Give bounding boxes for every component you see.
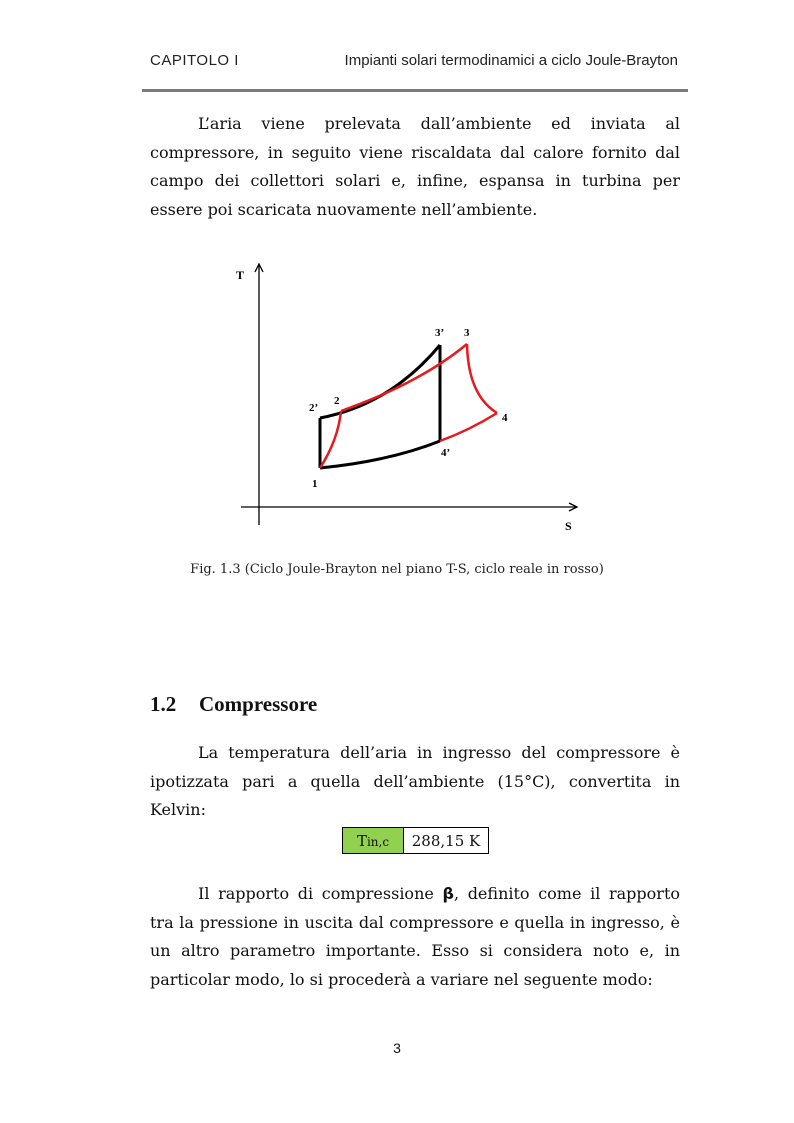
page-number: 3 [393,1040,401,1056]
point-label-2: 2 [334,395,340,407]
inlet-temperature-table [342,827,489,854]
section-title: Compressore [199,692,318,716]
ts-diagram [220,255,600,540]
real-compression [320,411,341,468]
chapter-label: CAPITOLO I [150,52,239,69]
y-axis-label: T [236,268,245,282]
figure-caption: Fig. 1.3 (Ciclo Joule-Brayton nel piano T-S, ciclo reale in rosso) [190,562,604,577]
header-divider [142,89,688,92]
x-axis-label: S [565,519,572,533]
real-cycle [320,344,497,468]
inlet-temperature-value: 288,15 K [404,828,489,854]
ideal-isobar-low [320,441,440,468]
beta-symbol: β [442,884,454,903]
point-label-3: 3 [464,327,470,339]
point-label-1: 1 [312,478,318,490]
chapter-title: Impianti solari termodinamici a ciclo Joule-Brayton [344,52,678,69]
temperature-paragraph: La temperatura dell’aria in ingresso del compressore è ipotizzata pari a quella dell’ambiente (15°C), convertita in Kelvin: [150,743,680,819]
real-heat-addition [341,344,467,411]
compression-ratio-paragraph: Il rapporto di compressione β, definito come il rapporto tra la pressione in uscita dal compressore e quella in ingresso, è un altro parametro importante. Esso si considera noto e, in particolar modo, lo si procederà a variare nel seguente modo: [150,884,680,989]
point-label-4p: 4’ [441,447,451,459]
ideal-isobar-high [320,345,440,418]
intro-paragraph: L’aria viene prelevata dall’ambiente ed inviata al compressore, in seguito viene riscaldata dal calore fornito dal campo dei collettori solari e, infine, espansa in turbina per essere poi scaricata nuovamente nell’ambiente. [150,114,680,219]
real-heat-rejection [440,413,497,441]
real-expansion [467,344,497,413]
point-label-2p: 2’ [309,402,319,414]
inlet-temperature-label: Tin,c [343,828,404,854]
section-heading [150,692,317,717]
point-label-3p: 3’ [435,327,445,339]
point-label-4: 4 [502,412,508,424]
section-number: 1.2 [150,692,177,716]
